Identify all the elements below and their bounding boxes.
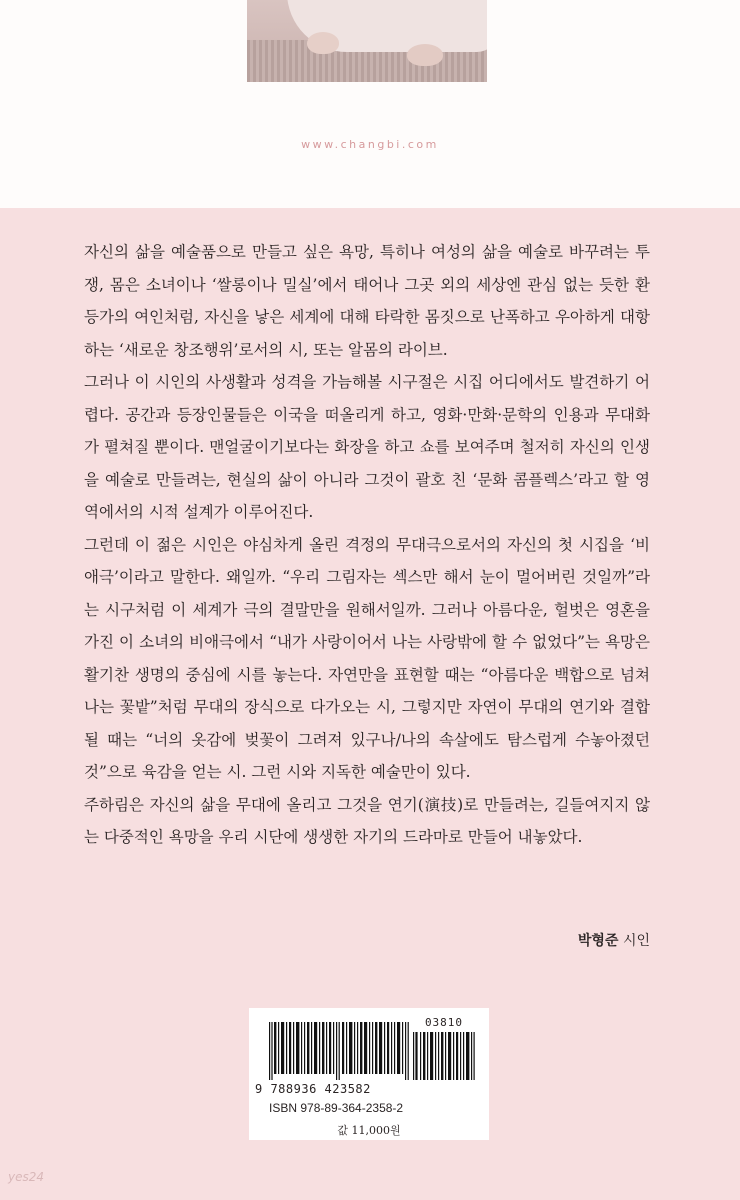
cover-top-band [0, 0, 740, 208]
addon-number: 03810 [424, 1016, 464, 1029]
blurb-paragraph-1: 자신의 삶을 예술품으로 만들고 싶은 욕망, 특히나 여성의 삶을 예술로 바꾸려는 투쟁, 몸은 소녀이나 ‘쌀롱이나 밀실’에서 태어나 그곳 외의 세상엔 관심 없는 듯한 환등가의 여인처럼, 자신을 낳은 세계에 대해 타락한 몸짓으로 난폭하고 우아하게 대항하는 ‘새로운 창조행위’로서의 시, 또는 알몸의 라이브. [84, 243, 650, 359]
blurb-paragraph-4: 주하림은 자신의 삶을 무대에 올리고 그것을 연기(演技)로 만들려는, 길들여지지 않는 다중적인 욕망을 우리 시단에 생생한 자기의 드라마로 만들어 내놓았다. [84, 795, 650, 846]
ean13-barcode [269, 1022, 409, 1080]
blurb-paragraph-3: 그런데 이 젊은 시인은 야심차게 올린 격정의 무대극으로서의 자신의 첫 시집을 ‘비애극’이라고 말한다. 왜일까. “우리 그림자는 섹스만 해서 눈이 멀어버린 것일까”라는 시구처럼 이 세계가 극의 결말만을 원해서일까. 그러나 아름다운, 헐벗은 영혼을 가진 이 소녀의 비애극에서 “내가 사랑이어서 나는 사랑밖에 할 수 없었다”는 욕망은 활기찬 생명의 중심에 시를 놓는다. 자연만을 표현할 때는 “아름다운 백합으로 넘쳐나는 꽃밭”처럼 무대의 장식으로 다가오는 시, 그렇지만 자연이 무대의 연기와 결합될 때는 “너의 옷감에 벚꽃이 그려져 있구나/나의 속살에도 탐스럽게 수놓아졌던 것”으로 육감을 얻는 시. 그런 시와 지독한 예술만이 있다. [84, 535, 650, 781]
ean-number: 9 788936 423582 [255, 1082, 371, 1096]
addon-barcode [413, 1032, 475, 1080]
blurb-signature [84, 930, 650, 950]
blurb-text [84, 236, 650, 854]
signature-role: 시인 [622, 933, 650, 949]
photo-foot-right [407, 44, 443, 66]
photo-foot-left [307, 32, 339, 54]
watermark: yes24 [8, 1170, 45, 1184]
signature-name: 박형준 [577, 933, 619, 949]
isbn-number: ISBN 978-89-364-2358-2 [269, 1101, 404, 1115]
barcode-box [249, 1008, 489, 1140]
blurb-paragraph-2: 그러나 이 시인의 사생활과 성격을 가늠해볼 시구절은 시집 어디에서도 발견하기 어렵다. 공간과 등장인물들은 이국을 떠올리게 하고, 영화·만화·문학의 인용과 무대화가 펼쳐질 뿐이다. 맨얼굴이기보다는 화장을 하고 쇼를 보여주며 철저히 자신의 인생을 예술로 만들려는, 현실의 삶이 아니라 그것이 괄호 친 ‘문화 콤플렉스’라고 할 영역에서의 시적 설계가 이루어진다. [84, 373, 650, 521]
price-label: 값 11,000원 [337, 1124, 401, 1137]
publisher-url: www.changbi.com [301, 138, 439, 151]
cover-photo [247, 0, 487, 82]
